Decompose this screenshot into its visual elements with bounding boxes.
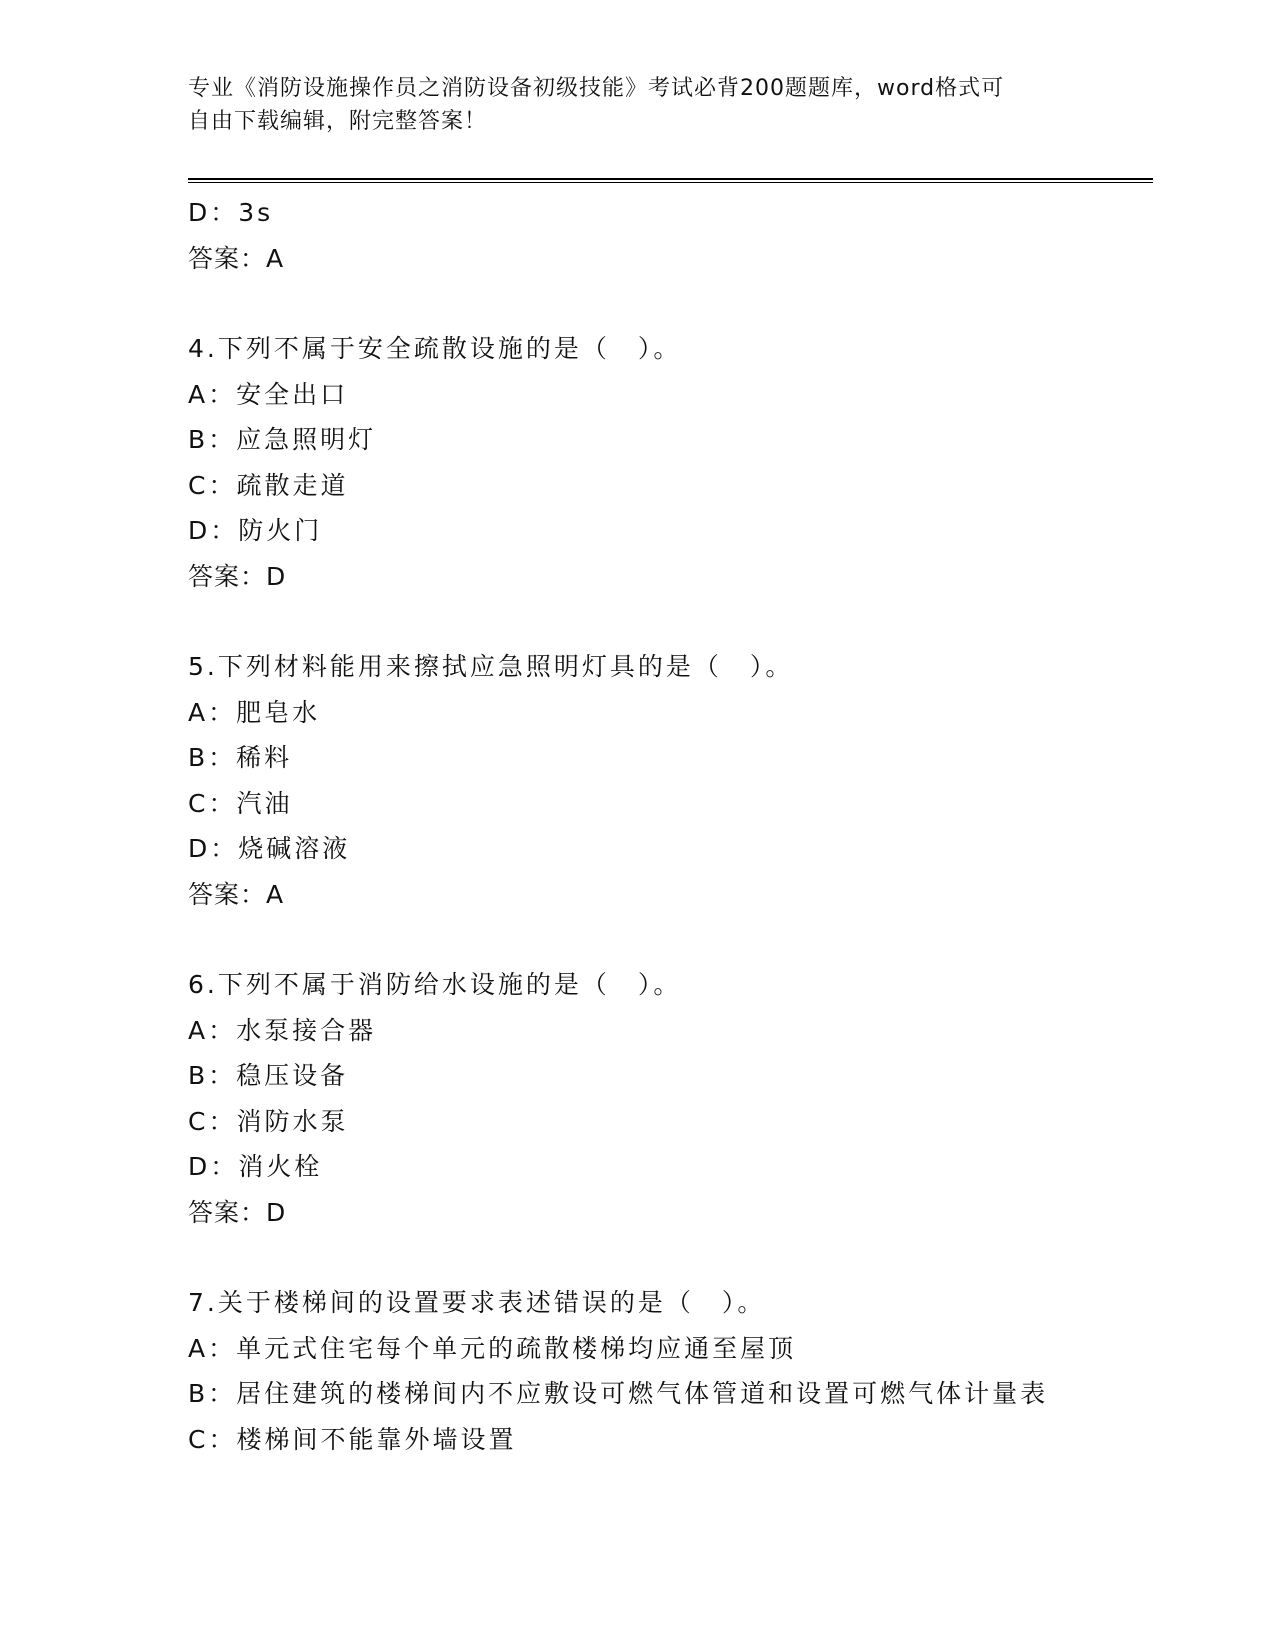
option-d: D：防火门	[188, 516, 323, 545]
question-content	[188, 190, 1148, 1462]
question-block-4	[188, 326, 1148, 599]
header-line-2: 自由下载编辑，附完整答案！	[188, 109, 488, 134]
answer-line: 答案：D	[188, 561, 287, 591]
page-header	[188, 72, 1088, 138]
option-d: D：消火栓	[188, 1152, 323, 1181]
question-block-7	[188, 1280, 1148, 1462]
option-b: B：稳压设备	[188, 1061, 349, 1090]
option-a: A：水泵接合器	[188, 1015, 377, 1045]
option-c: C：汽油	[188, 788, 293, 818]
option-b: B：居住建筑的楼梯间内不应敷设可燃气体管道和设置可燃气体计量表	[188, 1379, 1049, 1408]
option-b: B：稀料	[188, 743, 293, 772]
answer-line: 答案：A	[188, 243, 285, 273]
header-divider	[188, 178, 1153, 183]
question-block-5	[188, 644, 1148, 917]
answer-line: 答案：A	[188, 879, 285, 909]
option-a: A：安全出口	[188, 379, 349, 409]
option-a: A：单元式住宅每个单元的疏散楼梯均应通至屋顶	[188, 1333, 797, 1363]
option-c: C：消防水泵	[188, 1106, 349, 1136]
answer-line: 答案：D	[188, 1197, 287, 1227]
question-block-6	[188, 962, 1148, 1235]
option-b: B：应急照明灯	[188, 425, 377, 454]
question-stem: 5.下列材料能用来擦拭应急照明灯具的是（ ）。	[188, 652, 794, 681]
option-c: C：楼梯间不能靠外墙设置	[188, 1424, 517, 1454]
question-stem: 7.关于楼梯间的设置要求表述错误的是（ ）。	[188, 1288, 766, 1317]
option-d: D：烧碱溶液	[188, 834, 351, 863]
question-stem: 6.下列不属于消防给水设施的是（ ）。	[188, 970, 682, 999]
option-c: C：疏散走道	[188, 470, 349, 500]
question-stem: 4.下列不属于安全疏散设施的是（ ）。	[188, 334, 682, 363]
header-line-1: 专业《消防设施操作员之消防设备初级技能》考试必背200题题库，word格式可	[188, 76, 1005, 101]
option-a: A：肥皂水	[188, 697, 321, 727]
option-d: D：3s	[188, 198, 274, 227]
